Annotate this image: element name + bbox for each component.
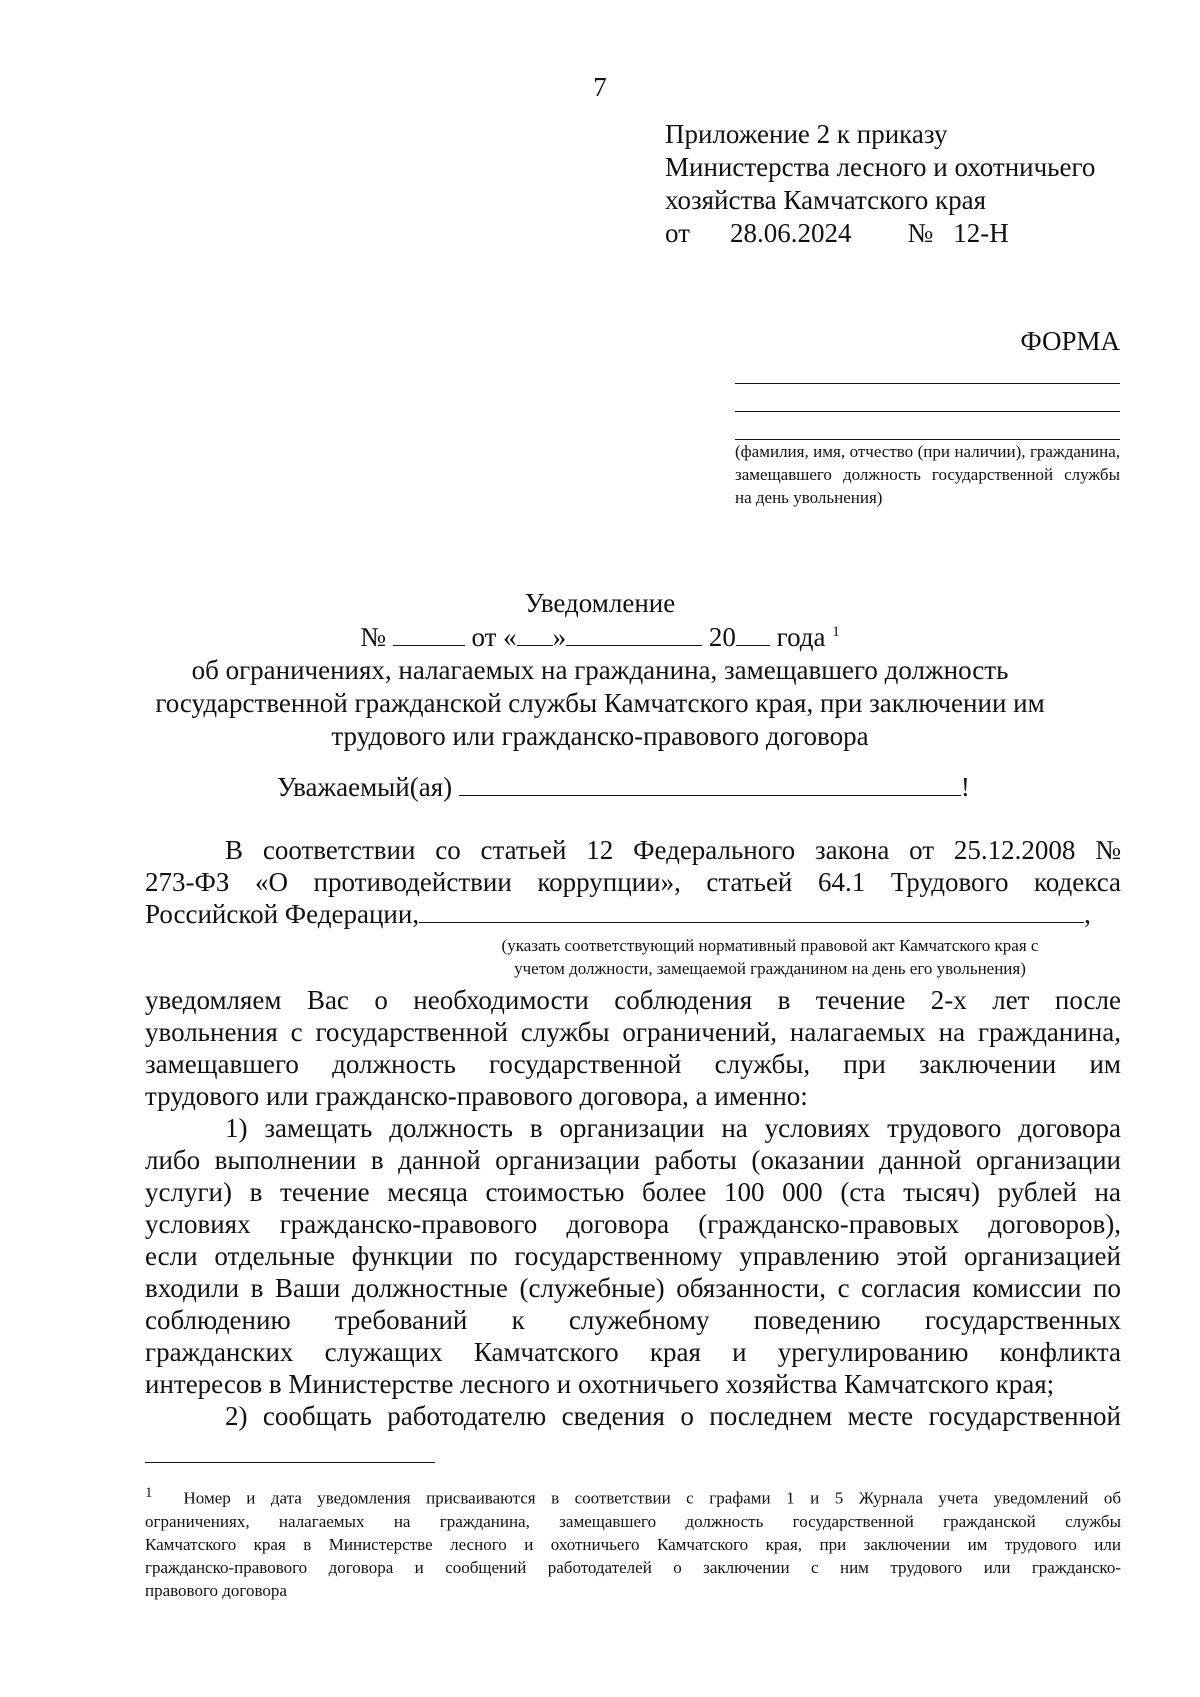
notice-subtitle-line-2: государственной гражданской службы Камчатского края, при заключении им: [155, 688, 1045, 718]
legal-act-caption-line-1: (указать соответствующий нормативный правовой акт Камчатского края с: [501, 936, 1039, 955]
paragraph-line: В соответствии со статьей 12 Федерального закона от 25.12.2008 №: [225, 835, 1121, 865]
paragraph-line: гражданских служащих Камчатского края и урегулированию конфликта: [145, 1337, 1121, 1367]
paragraph-line: услуги) в течение месяца стоимостью более 100 000 (ста тысяч) рублей на: [145, 1177, 1121, 1207]
notice-number-line: [0, 622, 1200, 653]
notice-quote-close: »: [552, 622, 567, 652]
footnote-line: [145, 1482, 1121, 1510]
appendix-line-2: Министерства лесного и охотничьего: [665, 152, 1096, 182]
paragraph-line: 1) замещать должность в организации на условиях трудового договора: [225, 1113, 1121, 1143]
legal-act-blank: [419, 922, 1084, 923]
paragraph-line: 2) сообщать работодателю сведения о последнем месте государственной: [225, 1401, 1121, 1431]
paragraph-notification: [145, 984, 1121, 1112]
footnote-line: Камчатского края в Министерстве лесного и охотничьего Камчатского края, при заключении им трудового или: [145, 1534, 1121, 1554]
footnote-line: правового договора: [145, 1580, 287, 1600]
notice-year-suffix: года: [776, 622, 826, 652]
legal-act-caption: [420, 934, 1120, 980]
paragraph-line: уведомляем Вас о необходимости соблюдения в течение 2-х лет после: [145, 985, 1121, 1015]
name-caption: (фамилия, имя, отчество (при наличии), гражданина, замещавшего должность государственной службы на день увольнения): [735, 442, 1120, 507]
appendix-line-1: Приложение 2 к приказу: [665, 119, 948, 149]
paragraph-line: либо выполнении в данной организации работы (оказании данной организации: [145, 1145, 1121, 1175]
paragraph-line: соблюдению требований к служебному поведению государственных: [145, 1305, 1121, 1335]
paragraph-line: 273-ФЗ «О противодействии коррупции», статьей 64.1 Трудового кодекса: [145, 867, 1121, 897]
footnote-separator: [145, 1462, 435, 1463]
order-from-label: от: [665, 218, 690, 248]
paragraph-line: условиях гражданско-правового договора (гражданско-правовых договоров),: [145, 1209, 1121, 1239]
notice-number-blank: [393, 645, 465, 646]
paragraph-text: Российской Федерации,: [145, 899, 420, 929]
notice-no-label: №: [360, 622, 386, 652]
greeting-label: Уважаемый(ая): [277, 772, 453, 802]
paragraph-line: [145, 898, 1121, 930]
list-item-1: [145, 1112, 1121, 1400]
list-item-2: [145, 1400, 1121, 1432]
footnote-text: Номер и дата уведомления присваиваются в соответствии с графами 1 и 5 Журнала учета уведомлений об: [183, 1488, 1121, 1508]
order-number: 12-Н: [953, 218, 1009, 248]
notice-month-blank: [566, 645, 702, 646]
footnote-line: ограничениях, налагаемых на гражданина, замещавшего должность государственной гражданской службы: [145, 1511, 1121, 1531]
footnote-mark: 1: [145, 1485, 153, 1501]
addressee-blank: [459, 795, 961, 796]
footnote-line: гражданско-правового договора и сообщений работодателей о заключении с ним трудового или гражданско-: [145, 1557, 1121, 1577]
notice-subtitle-line-1: об ограничениях, налагаемых на гражданина, замещавшего должность: [191, 655, 1009, 685]
form-label: ФОРМА: [1020, 326, 1120, 356]
page-number: 7: [593, 72, 607, 102]
paragraph-line: замещавшего должность государственной службы, при заключении им: [145, 1049, 1121, 1079]
name-blank-line-2: [735, 411, 1120, 412]
name-blank-line-1: [735, 383, 1120, 384]
notice-year-prefix: 20: [708, 622, 736, 652]
paragraph-text: ,: [1084, 899, 1091, 929]
greeting: [277, 772, 970, 803]
paragraph-line: интересов в Министерстве лесного и охотничьего хозяйства Камчатского края;: [145, 1369, 1055, 1399]
footnote-ref-1: 1: [832, 624, 840, 640]
appendix-order-line: [665, 217, 1095, 250]
legal-act-caption-line-2: учетом должности, замещаемой гражданином на день его увольнения): [514, 959, 1026, 978]
greeting-end: !: [960, 772, 970, 802]
notice-year-blank: [736, 645, 770, 646]
paragraph-line: трудового или гражданско-правового договора, а именно:: [145, 1081, 808, 1111]
paragraph-line: если отдельные функции по государственному управлению этой организацией: [145, 1241, 1121, 1271]
notice-title: Уведомление: [524, 588, 676, 618]
footnote: [145, 1482, 1121, 1602]
order-number-label: №: [907, 218, 934, 248]
paragraph-line: увольнения с государственной службы ограничений, налагаемых на гражданина,: [145, 1017, 1121, 1047]
notice-day-blank: [517, 645, 553, 646]
paragraph-line: входили в Ваши должностные (служебные) обязанности, с согласия комиссии по: [145, 1273, 1121, 1303]
notice-subtitle-line-3: трудового или гражданско-правового договора: [331, 721, 869, 751]
order-date: 28.06.2024: [729, 218, 852, 248]
appendix-line-3: хозяйства Камчатского края: [665, 185, 987, 215]
notice-from-label: от «: [471, 622, 517, 652]
paragraph-legal-basis: [145, 834, 1121, 930]
appendix-header: [665, 118, 1095, 250]
